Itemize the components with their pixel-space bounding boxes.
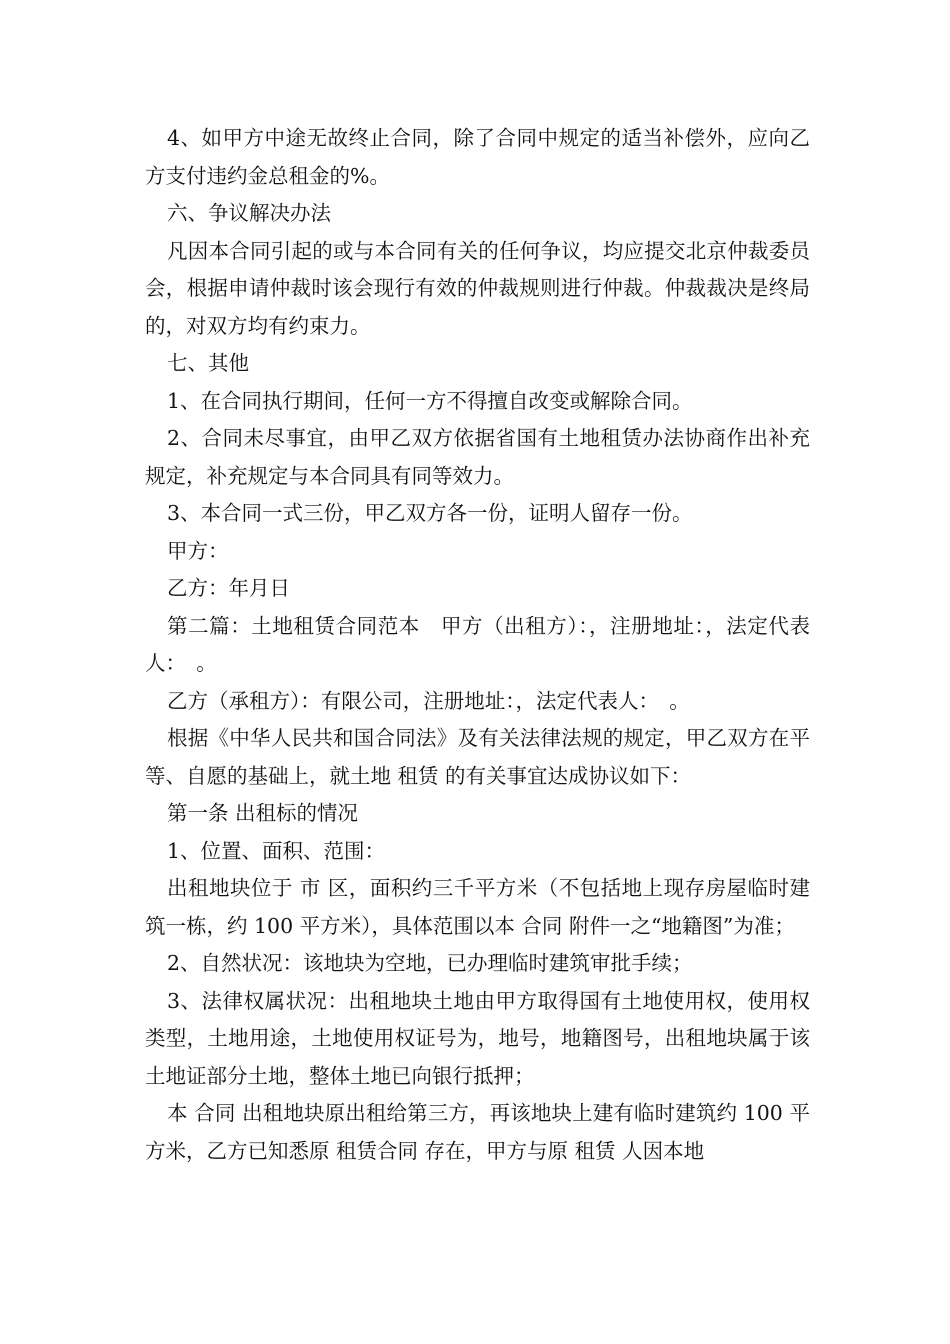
party-b-signature-line: 乙方：年月日 [167, 576, 290, 600]
article-1-heading: 第一条 出租标的情况 [167, 801, 359, 825]
document-page [145, 120, 810, 1170]
article-1-prior-lease: 本 合同 出租地块原出租给第三方，再该地块上建有临时建筑约 100 平方米，乙方已知悉原 租赁合同 存在，甲方与原 租赁 人因本地 [145, 1101, 810, 1163]
second-contract-party-a: 第二篇：土地租赁合同范本 甲方（出租方）：，注册地址：，法定代表人： 。 [145, 613, 810, 675]
section-heading-other: 七、其他 [167, 351, 249, 375]
other-clause-1: 1、在合同执行期间，任何一方不得擅自改变或解除合同。 [167, 388, 693, 413]
other-clause-2: 2、合同未尽事宜，由甲乙双方依据省国有土地租赁办法协商作出补充规定，补充规定与本合同具有同等效力。 [145, 426, 810, 488]
clause-4-penalty: 4、如甲方中途无故终止合同，除了合同中规定的适当补偿外，应向乙方支付违约金总租金的%。 [145, 126, 810, 188]
party-a-signature-line: 甲方： [167, 538, 229, 563]
second-contract-preamble: 根据《中华人民共和国合同法》及有关法律法规的规定，甲乙双方在平等、自愿的基础上，就土地 租赁 的有关事宜达成协议如下： [145, 726, 810, 788]
second-contract-party-b: 乙方（承租方）：有限公司，注册地址：，法定代表人： 。 [167, 688, 690, 713]
section-heading-dispute: 六、争议解决办法 [167, 201, 331, 225]
article-1-item-1-heading: 1、位置、面积、范围： [167, 838, 386, 863]
article-1-location-text: 出租地块位于 市 区，面积约三千平方米（不包括地上现存房屋临时建筑一栋，约 100 平方米），具体范围以本 合同 附件一之“地籍图”为准； [145, 876, 810, 938]
dispute-arbitration-text: 凡因本合同引起的或与本合同有关的任何争议，均应提交北京仲裁委员会，根据申请仲裁时该会现行有效的仲裁规则进行仲裁。仲裁裁决是终局的，对双方均有约束力。 [145, 238, 810, 338]
article-1-item-2: 2、自然状况：该地块为空地，已办理临时建筑审批手续； [167, 951, 693, 975]
other-clause-3: 3、本合同一式三份，甲乙双方各一份，证明人留存一份。 [167, 501, 693, 525]
article-1-item-3: 3、法律权属状况：出租地块土地由甲方取得国有土地使用权，使用权类型，土地用途，土地使用权证号为，地号，地籍图号，出租地块属于该土地证部分土地，整体土地已向银行抵押； [145, 988, 810, 1088]
